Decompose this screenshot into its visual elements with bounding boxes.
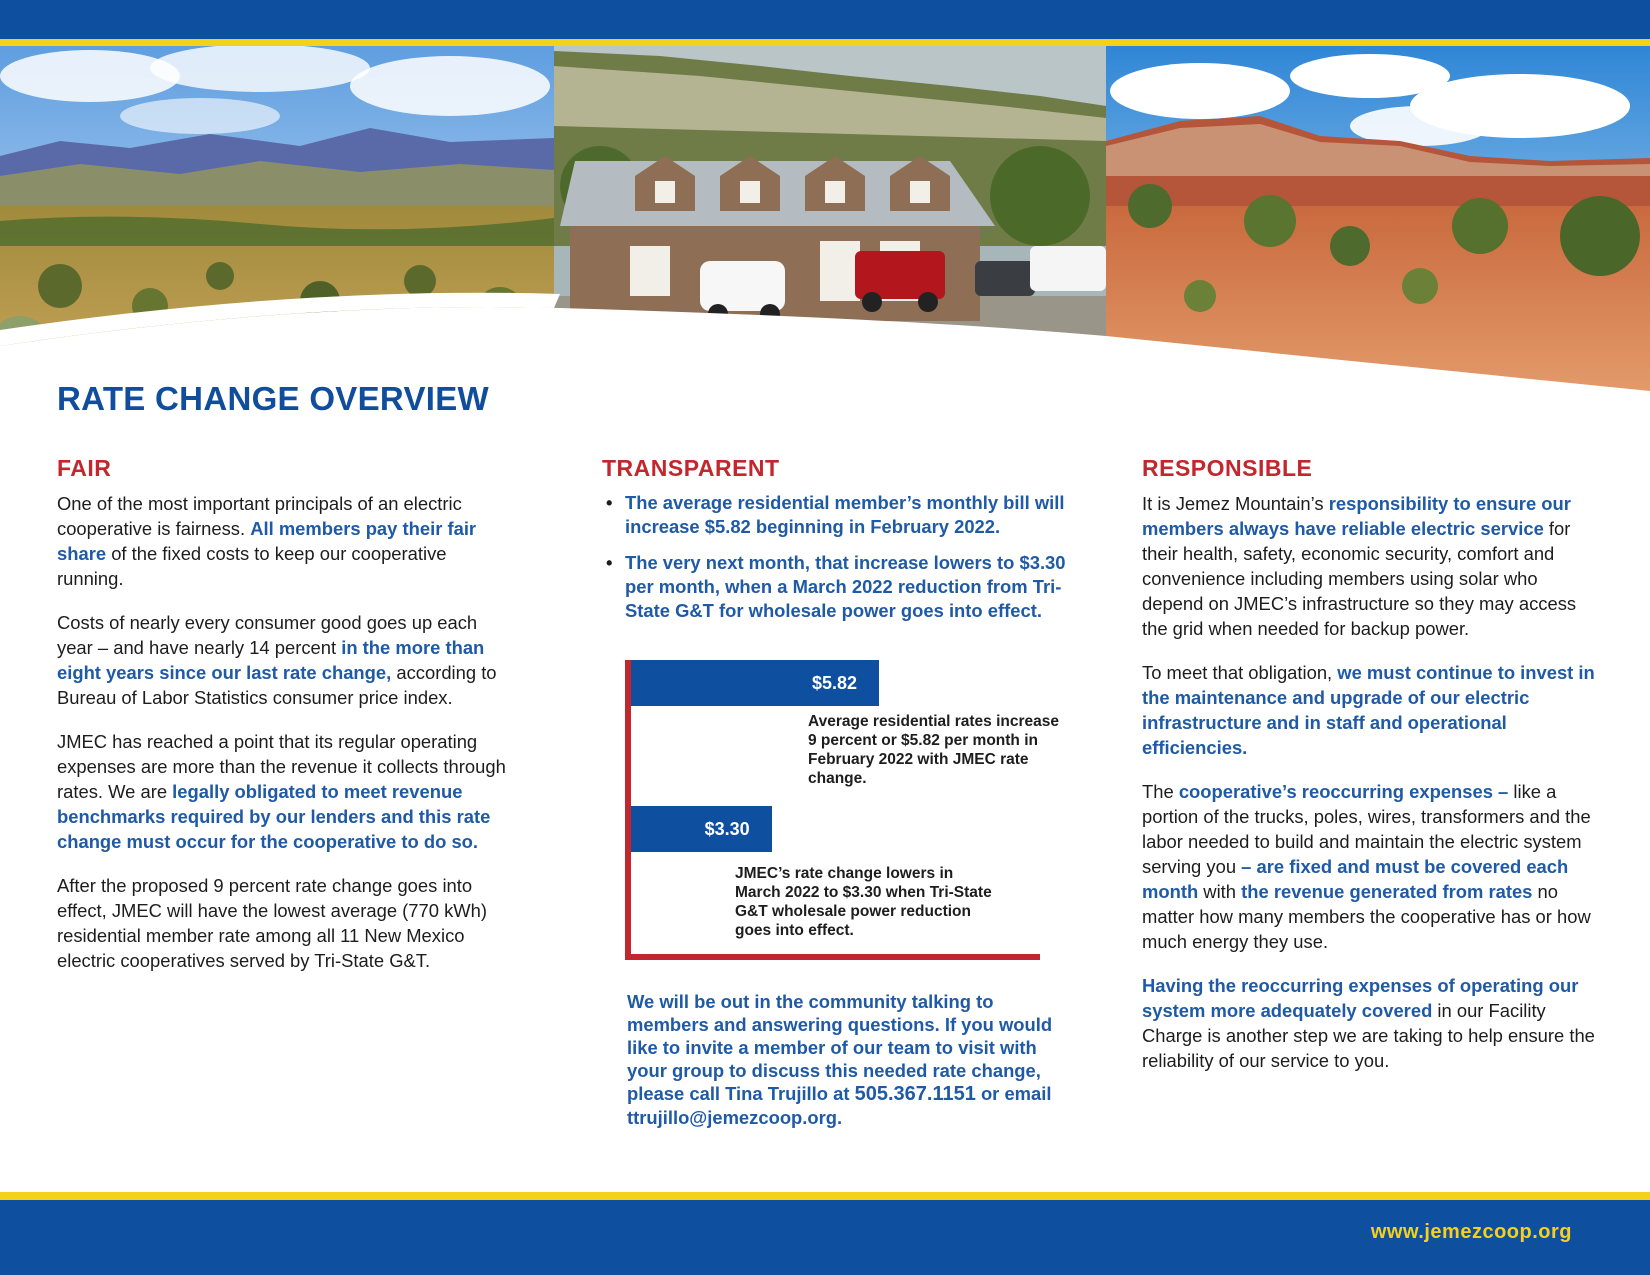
bar-annotation: JMEC’s rate change lowers in March 2022 to $3.30 when Tri-State G&T wholesale power reduction goes into effect. [735,865,992,939]
bar-february-2022 [631,660,879,706]
red-desert-photo [1106,46,1650,391]
fair-column [57,456,517,992]
responsible-heading: RESPONSIBLE [1142,455,1313,481]
bullet-item: • The average residential member’s monthly bill will increase $5.82 beginning in February 2022. [606,492,1065,537]
chart-axis-horizontal [625,954,1040,960]
transparent-heading: TRANSPARENT [602,455,780,481]
page-title: RATE CHANGE OVERVIEW [57,380,489,417]
photo-strip [0,46,1650,391]
bottom-accent-stripe [0,1192,1650,1200]
bar-annotation: Average residential rates increase 9 percent or $5.82 per month in February 2022 with JMEC rate change. [808,713,1060,787]
contact-paragraph: We will be out in the community talking to members and answering questions. If you would like to invite a member of our team to visit with your group to discuss this needed rate change, please call Tina Trujillo at 505.367.1151 or email ttrujillo@jemezcoop.org. [627,991,1053,1128]
bullet-item: • The very next month, that increase lowers to $3.30 per month, when a March 2022 reduction from Tri-State G&T for wholesale power goes into effect. [606,552,1066,621]
responsible-paragraph-2: To meet that obligation, we must continue to invest in the maintenance and upgrade of our electric infrastructure and in staff and operational efficiencies. [1142,662,1595,758]
bullet-dot: • [606,552,613,573]
fair-heading: FAIR [57,455,112,481]
bullet-dot: • [606,492,613,513]
email-link[interactable]: ttrujillo@jemezcoop.org. [627,1107,843,1128]
transparent-bullet-list [602,491,1072,623]
responsible-column [1142,456,1602,1092]
website-link[interactable]: www.jemezcoop.org [1370,1221,1572,1243]
phone-number[interactable]: 505.367.1151 [854,1083,976,1105]
fair-paragraph-1: One of the most important principals of an electric cooperative is fairness. All members pay their fair share of the fixed costs to keep our cooperative running. [57,493,477,589]
responsible-paragraph-1: It is Jemez Mountain’s responsibility to ensure our members always have reliable electric service for their health, safety, economic security, comfort and convenience including members using solar who depend on JMEC’s infrastructure so they may access the grid when needed for backup power. [1142,493,1577,639]
bar-value-label: $3.30 [704,818,750,839]
fair-paragraph-2: Costs of nearly every consumer good goes up each year – and have nearly 14 percent in the more than eight years since our last rate change, according to Bureau of Labor Statistics consumer price index. [57,612,497,708]
bar-march-2022 [631,806,772,852]
top-accent-stripe [0,39,1650,46]
fair-paragraph-3: JMEC has reached a point that its regular operating expenses are more than the revenue it collects through rates. We are legally obligated to meet revenue benchmarks required by our lenders and this rate change must occur for the cooperative to do so. [57,731,506,852]
responsible-paragraph-3: The cooperative’s reoccurring expenses – like a portion of the trucks, poles, wires, transformers and the labor needed to build and maintain the electric system serving you – are fixed and must be covered each month with the revenue generated from rates no matter how many members the cooperative has or how much energy they use. [1142,781,1591,952]
transparent-column [602,456,1072,635]
responsible-paragraph-4: Having the reoccurring expenses of operating our system more adequately covered in our Facility Charge is another step we are taking to help ensure the reliability of our service to you. [1142,975,1595,1071]
fair-paragraph-4: After the proposed 9 percent rate change goes into effect, JMEC will have the lowest average (770 kWh) residential member rate among all 11 New Mexico electric cooperatives served by Tri-State G&T. [57,875,487,971]
header-photos [0,46,1650,391]
bar-value-label: $5.82 [811,672,857,693]
rate-change-chart [625,660,1060,960]
top-banner [0,0,1650,39]
